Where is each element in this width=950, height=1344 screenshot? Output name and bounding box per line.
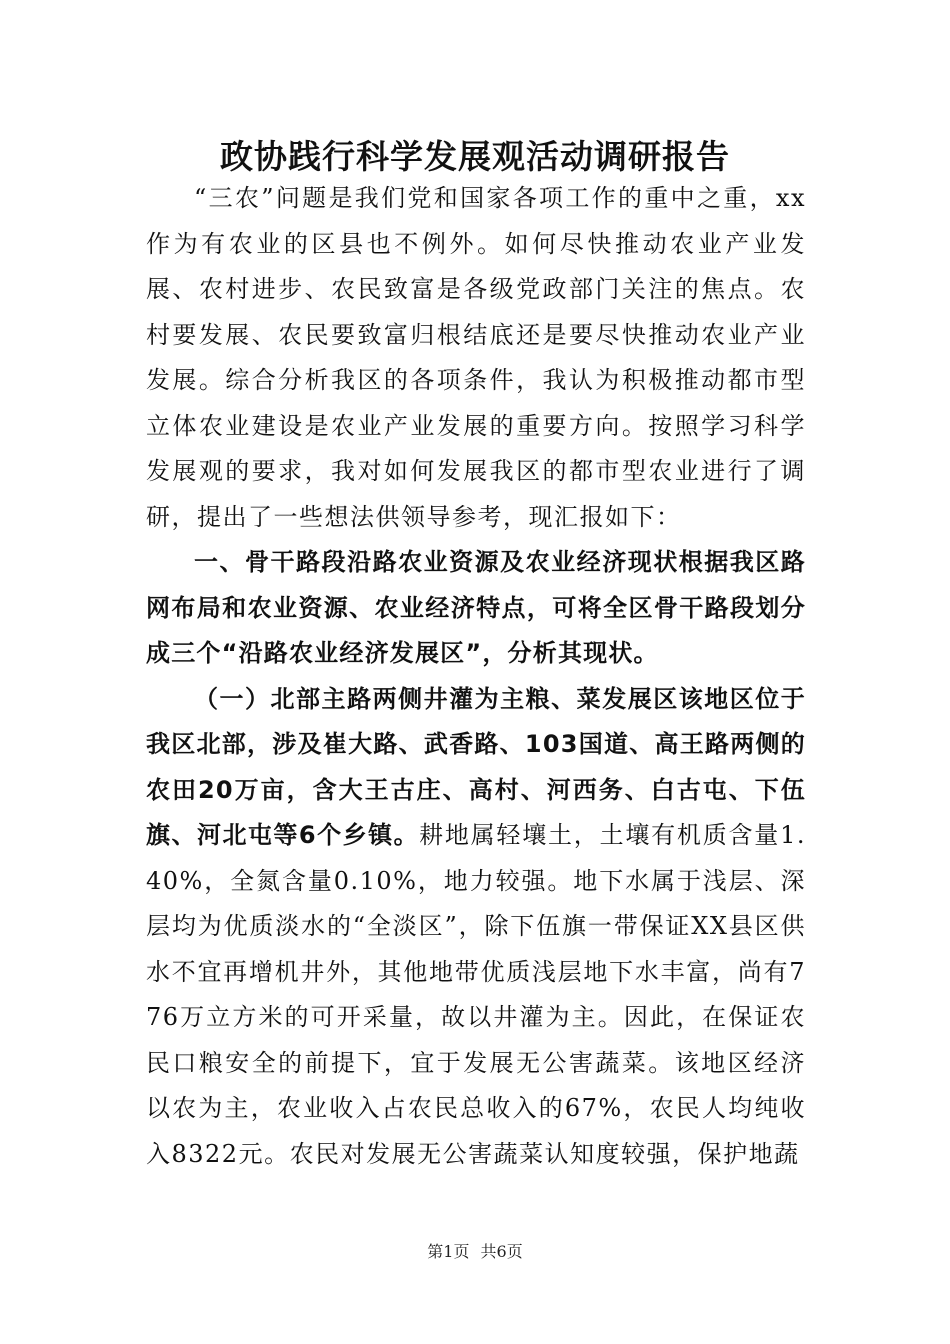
page-footer: [0, 1241, 950, 1263]
section-heading-paragraph: 一、骨干路段沿路农业资源及农业经济现状根据我区路网布局和农业资源、农业经济特点，可将全区骨干路段划分成三个“沿路农业经济发展区”，分析其现状。: [146, 548, 806, 667]
intro-paragraph: “三农”问题是我们党和国家各项工作的重中之重，xx作为有农业的区县也不例外。如何尽快推动农业产业发展、农村进步、农民致富是各级党政部门关注的焦点。农村要发展、农民要致富归根结底还是要尽快推动农业产业发展。综合分析我区的各项条件，我认为积极推动都市型立体农业建设是农业产业发展的重要方向。按照学习科学发展观的要求，我对如何发展我区的都市型农业进行了调研，提出了一些想法供领导参考，现汇报如下：: [146, 184, 806, 531]
subsection-heading-paragraph: （一）北部主路两侧井灌为主粮、菜发展区该地区位于我区北部，涉及崔大路、武香路、103国道、高王路两侧的农田20万亩，含大王古庄、高村、河西务、白古屯、下伍旗、河北屯等6个乡镇。: [146, 684, 806, 849]
subsection-block: [146, 677, 806, 1178]
document-body: [146, 176, 806, 1177]
page-total: 共6页: [480, 1242, 523, 1261]
document-title: 政协践行科学发展观活动调研报告: [220, 137, 730, 176]
subsection-body-paragraph: 耕地属轻壤土，土壤有机质含量1.40%，全氮含量0.10%，地力较强。地下水属于浅层、深层均为优质淡水的“全淡区”，除下伍旗一带保证XX县区供水不宜再增机井外，其他地带优质浅层地下水丰富，尚有776万立方米的可开采量，故以井灌为主。因此，在保证农民口粮安全的前提下，宜于发展无公害蔬菜。该地区经济以农为主，农业收入占农民总收入的67%，农民人均纯收入8322元。农民对发展无公害蔬菜认知度较强，保护地蔬: [146, 821, 806, 1168]
page-number: 第1页: [427, 1242, 470, 1261]
